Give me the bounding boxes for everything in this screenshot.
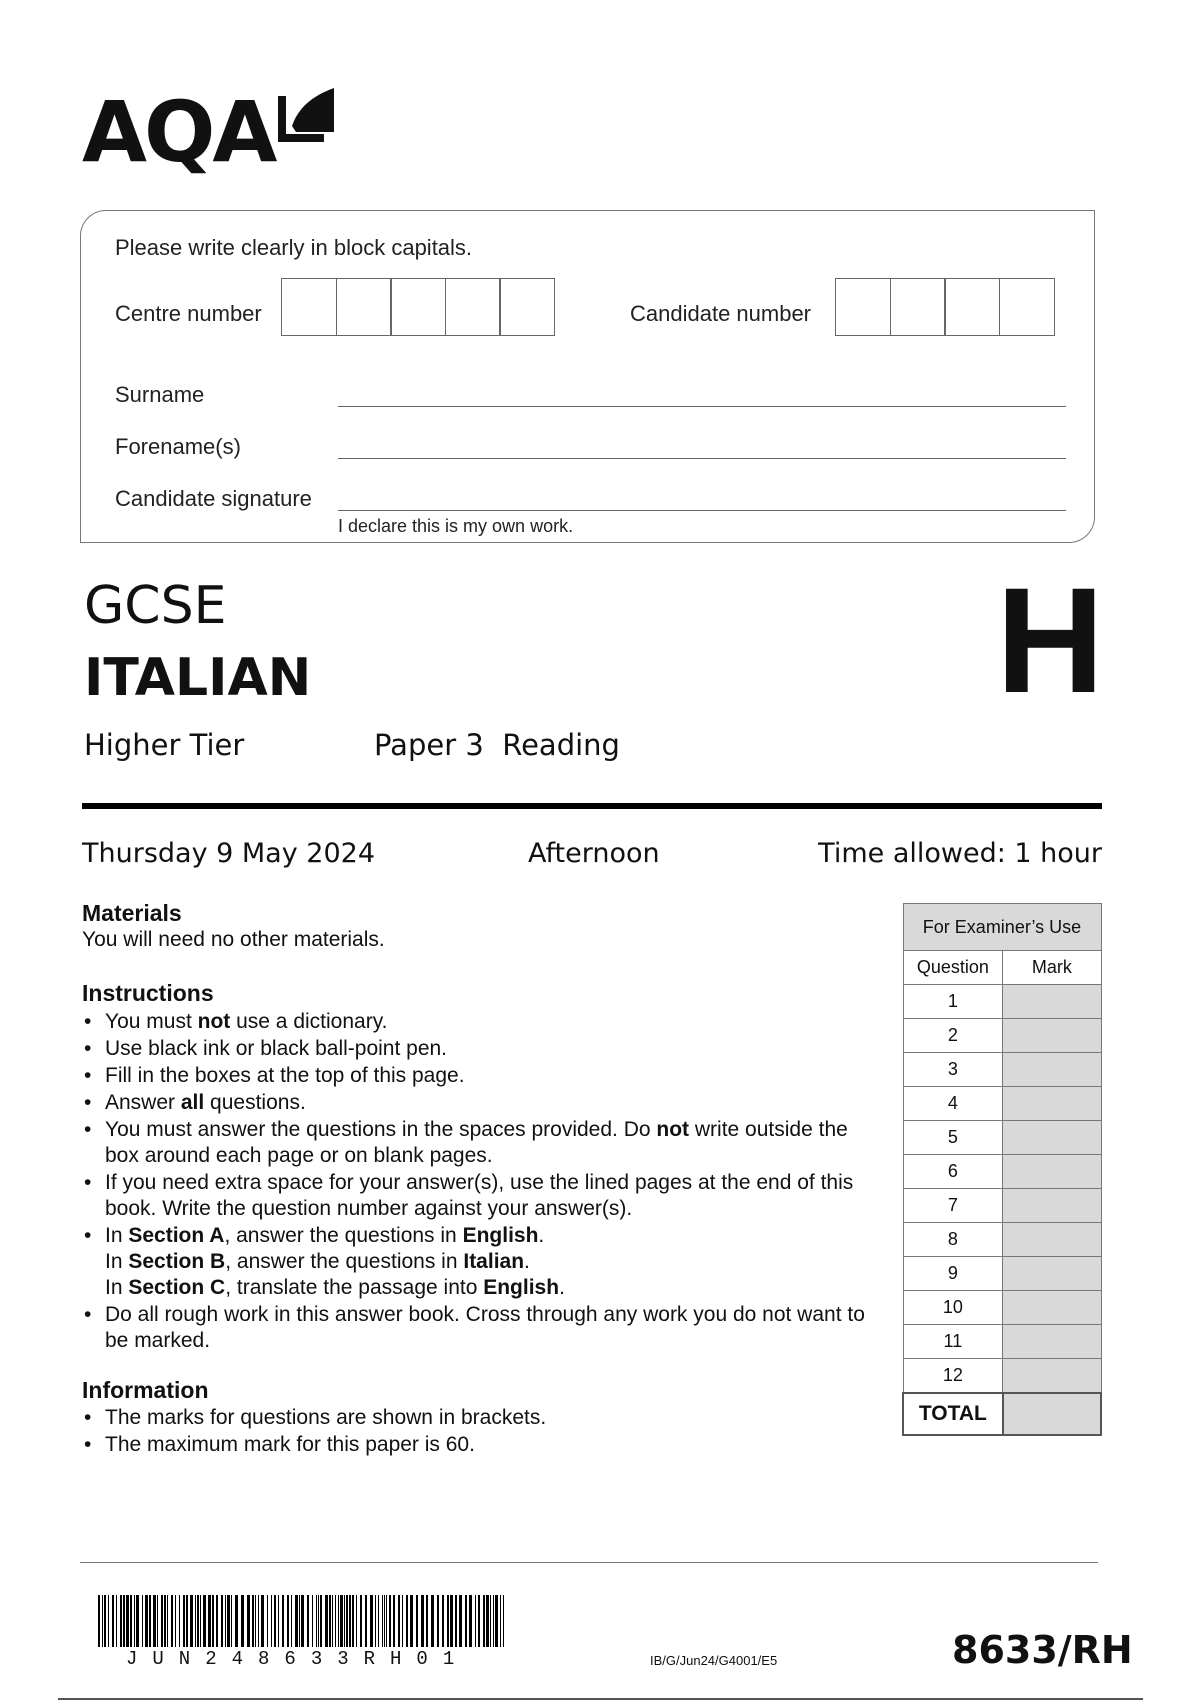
barcode-bar xyxy=(421,1595,424,1647)
barcode-bar xyxy=(375,1595,376,1647)
barcode-bar xyxy=(356,1595,357,1647)
examiner-table-row xyxy=(903,1053,1101,1087)
examiner-table-row xyxy=(903,1019,1101,1053)
barcode-bar xyxy=(116,1595,117,1647)
mark-cell[interactable] xyxy=(1003,1155,1101,1189)
examiner-table-row xyxy=(903,1087,1101,1121)
question-number: 8 xyxy=(903,1223,1003,1257)
centre-number-digit-box[interactable] xyxy=(499,278,555,336)
total-label: TOTAL xyxy=(903,1393,1003,1435)
form-instruction: Please write clearly in block capitals. xyxy=(115,235,473,260)
barcode-bar xyxy=(352,1595,354,1647)
instruction-item: • Do all rough work in this answer book. Cross through any work you do not want to be marked. xyxy=(82,1302,872,1354)
barcode-bar xyxy=(360,1595,362,1647)
logo-text: AQA xyxy=(82,83,275,181)
mark-cell[interactable] xyxy=(1003,1359,1101,1394)
barcode-bar xyxy=(274,1595,276,1647)
barcode-bar xyxy=(142,1595,143,1647)
barcode-bar xyxy=(200,1595,201,1647)
barcode-bar xyxy=(161,1595,163,1647)
barcode-bar xyxy=(149,1595,151,1647)
instruction-emphasis: Section B xyxy=(128,1250,226,1273)
barcode-bar xyxy=(384,1595,385,1647)
centre-number-digit-box[interactable] xyxy=(336,278,392,336)
instruction-item: • If you need extra space for your answer(s), use the lined pages at the end of this book. Write the question number against your answer(s). xyxy=(82,1170,872,1222)
aqa-logo-mark-icon xyxy=(278,86,336,144)
barcode-bar xyxy=(247,1595,250,1647)
instruction-item: • Fill in the boxes at the top of this page. xyxy=(82,1063,872,1089)
barcode-bar xyxy=(231,1595,232,1647)
barcode-bar xyxy=(393,1595,395,1647)
barcode-bar xyxy=(104,1595,106,1647)
barcode-bar xyxy=(195,1595,196,1647)
barcode-bar xyxy=(450,1595,453,1647)
barcode-bar xyxy=(287,1595,289,1647)
barcode-bar xyxy=(164,1595,166,1647)
candidate-number-boxes[interactable] xyxy=(835,278,1053,336)
barcode-bar xyxy=(278,1595,279,1647)
barcode-bar xyxy=(316,1595,317,1647)
barcode-bar xyxy=(145,1595,148,1647)
instruction-item: • You must answer the questions in the spaces provided. Do not write outside the box around each page or on blank pages. xyxy=(82,1117,872,1169)
examiner-table-row xyxy=(903,1291,1101,1325)
qualification-title: GCSE xyxy=(84,576,227,636)
barcode-bar xyxy=(340,1595,343,1647)
surname-field[interactable] xyxy=(338,406,1066,407)
instruction-emphasis: not xyxy=(197,1010,231,1033)
centre-number-digit-box[interactable] xyxy=(281,278,337,336)
barcode-bar xyxy=(325,1595,328,1647)
barcode-bar xyxy=(252,1595,254,1647)
signature-field[interactable] xyxy=(338,510,1066,511)
barcode-bar xyxy=(271,1595,272,1647)
mark-cell[interactable] xyxy=(1003,1053,1101,1087)
mark-cell[interactable] xyxy=(1003,1121,1101,1155)
barcode-bar xyxy=(318,1595,319,1647)
mark-column-header: Mark xyxy=(1003,951,1101,985)
barcode-bar xyxy=(190,1595,193,1647)
barcode-bar xyxy=(123,1595,125,1647)
question-number: 2 xyxy=(903,1019,1003,1053)
barcode-bar xyxy=(493,1595,494,1647)
materials-heading: Materials xyxy=(82,900,182,926)
centre-number-digit-box[interactable] xyxy=(390,278,446,336)
tier-letter: H xyxy=(996,556,1105,724)
instruction-emphasis: Italian xyxy=(463,1250,525,1273)
instruction-emphasis: Section A xyxy=(128,1224,225,1247)
barcode-bar xyxy=(203,1595,206,1647)
barcode-bar xyxy=(157,1595,158,1647)
question-column-header: Question xyxy=(903,951,1003,985)
barcode-bar xyxy=(365,1595,367,1647)
barcode-text: JUN248633RH01 xyxy=(126,1648,470,1670)
subject-title: ITALIAN xyxy=(84,648,312,708)
barcode-bar xyxy=(108,1595,109,1647)
barcode-bar xyxy=(258,1595,259,1647)
barcode-bar xyxy=(503,1595,504,1647)
barcode-bar xyxy=(126,1595,129,1647)
barcode-bar xyxy=(179,1595,180,1647)
barcode-bar xyxy=(495,1595,498,1647)
mark-cell[interactable] xyxy=(1003,1291,1101,1325)
centre-number-label: Centre number xyxy=(115,301,262,326)
examiners-use-title: For Examiner’s Use xyxy=(903,904,1101,951)
barcode-bar xyxy=(344,1595,345,1647)
instruction-emphasis: English xyxy=(483,1276,560,1299)
barcode-bar xyxy=(225,1595,226,1647)
information-heading: Information xyxy=(82,1377,209,1403)
mark-cell[interactable] xyxy=(1003,1223,1101,1257)
candidate-number-digit-box[interactable] xyxy=(835,278,891,336)
barcode-bar xyxy=(378,1595,379,1647)
surname-label: Surname xyxy=(115,382,205,407)
barcode-bar xyxy=(112,1595,114,1647)
barcode-bar xyxy=(183,1595,185,1647)
barcode-bar xyxy=(406,1595,408,1647)
barcode-bar xyxy=(469,1595,472,1647)
aqa-logo xyxy=(82,83,336,181)
barcode-bar xyxy=(241,1595,244,1647)
instruction-emphasis: all xyxy=(180,1091,205,1114)
barcode-bar xyxy=(282,1595,284,1647)
instruction-emphasis: not xyxy=(656,1118,690,1141)
barcode-bar xyxy=(186,1595,188,1647)
barcode-bar xyxy=(320,1595,322,1647)
barcode-bar xyxy=(416,1595,418,1647)
question-number: 3 xyxy=(903,1053,1003,1087)
examiner-total-row xyxy=(903,1393,1101,1435)
barcode-bar xyxy=(459,1595,462,1647)
information-item: • The maximum mark for this paper is 60. xyxy=(82,1432,872,1458)
barcode-bar xyxy=(208,1595,211,1647)
question-number: 1 xyxy=(903,985,1003,1019)
total-mark-cell[interactable] xyxy=(1003,1393,1101,1435)
barcode-bar xyxy=(261,1595,264,1647)
mark-cell[interactable] xyxy=(1003,1087,1101,1121)
document-reference: IB/G/Jun24/G4001/E5 xyxy=(650,1653,778,1668)
footer-rule-top xyxy=(80,1562,1098,1563)
centre-number-boxes[interactable] xyxy=(281,278,554,336)
barcode-bar xyxy=(338,1595,339,1647)
barcode-bar xyxy=(349,1595,351,1647)
instructions-heading: Instructions xyxy=(82,980,214,1006)
question-number: 4 xyxy=(903,1087,1003,1121)
question-number: 9 xyxy=(903,1257,1003,1291)
mark-cell[interactable] xyxy=(1003,1189,1101,1223)
mark-cell[interactable] xyxy=(1003,1257,1101,1291)
barcode-bar xyxy=(134,1595,135,1647)
information-list xyxy=(82,1405,872,1459)
candidate-number-digit-box[interactable] xyxy=(890,278,946,336)
instruction-item: • Use black ink or black ball-point pen. xyxy=(82,1036,872,1062)
barcode-bar xyxy=(120,1595,122,1647)
barcode-bar xyxy=(235,1595,238,1647)
barcode-bar xyxy=(382,1595,383,1647)
question-number: 7 xyxy=(903,1189,1003,1223)
barcode-bar xyxy=(346,1595,348,1647)
mark-cell[interactable] xyxy=(1003,1019,1101,1053)
question-number: 5 xyxy=(903,1121,1003,1155)
mark-cell[interactable] xyxy=(1003,1325,1101,1359)
examiner-table-row xyxy=(903,1325,1101,1359)
paper-label: Paper 3 Reading xyxy=(374,728,620,762)
instruction-item: • You must not use a dictionary. xyxy=(82,1009,872,1035)
barcode-bar xyxy=(171,1595,173,1647)
barcode-bar xyxy=(295,1595,298,1647)
barcode-bar xyxy=(389,1595,391,1647)
barcode-bar xyxy=(475,1595,476,1647)
barcode-bar xyxy=(167,1595,168,1647)
information-item: • The marks for questions are shown in brackets. xyxy=(82,1405,872,1431)
materials-text: You will need no other materials. xyxy=(82,928,385,951)
exam-date: Thursday 9 May 2024 xyxy=(82,838,376,869)
barcode-bar xyxy=(402,1595,403,1647)
barcode-bar xyxy=(221,1595,223,1647)
instructions-list xyxy=(82,1009,872,1355)
barcode-bar xyxy=(442,1595,444,1647)
barcode xyxy=(98,1595,508,1647)
barcode-bar xyxy=(212,1595,214,1647)
examiner-table-row xyxy=(903,1155,1101,1189)
barcode-bar xyxy=(153,1595,156,1647)
time-allowed: Time allowed: 1 hour xyxy=(818,838,1102,869)
examiner-table-row xyxy=(903,1257,1101,1291)
barcode-bar xyxy=(490,1595,491,1647)
barcode-bar xyxy=(483,1595,485,1647)
barcode-bar xyxy=(299,1595,300,1647)
tier-label: Higher Tier xyxy=(84,728,245,762)
candidate-number-digit-box[interactable] xyxy=(999,278,1055,336)
examiner-table-row xyxy=(903,1189,1101,1223)
exam-session: Afternoon xyxy=(528,838,660,869)
barcode-bar xyxy=(426,1595,428,1647)
barcode-bar xyxy=(98,1595,100,1647)
barcode-bar xyxy=(478,1595,480,1647)
barcode-bar xyxy=(291,1595,292,1647)
barcode-bar xyxy=(267,1595,268,1647)
question-number: 6 xyxy=(903,1155,1003,1189)
candidate-number-label: Candidate number xyxy=(630,301,812,326)
instruction-item: • Answer all questions. xyxy=(82,1090,872,1116)
paper-code: 8633/RH xyxy=(952,1628,1133,1672)
barcode-bar xyxy=(447,1595,449,1647)
barcode-bar xyxy=(370,1595,373,1647)
candidate-number-digit-box[interactable] xyxy=(944,278,1000,336)
instruction-item: • In Section A, answer the questions in English. In Section B, answer the questions in Italian. In Section C, translate the passage into English. xyxy=(82,1223,872,1301)
barcode-bar xyxy=(130,1595,132,1647)
barcode-bar xyxy=(455,1595,457,1647)
barcode-bar xyxy=(431,1595,434,1647)
question-number: 11 xyxy=(903,1325,1003,1359)
barcode-bar xyxy=(335,1595,336,1647)
barcode-bar xyxy=(102,1595,103,1647)
centre-number-digit-box[interactable] xyxy=(445,278,501,336)
barcode-bar xyxy=(329,1595,331,1647)
title-divider xyxy=(82,803,1102,809)
barcode-bar xyxy=(332,1595,333,1647)
examiner-table-row xyxy=(903,1359,1101,1394)
forenames-label: Forename(s) xyxy=(115,434,241,459)
examiner-table-row xyxy=(903,1223,1101,1257)
barcode-bar xyxy=(465,1595,467,1647)
barcode-bar xyxy=(197,1595,199,1647)
instruction-emphasis: Section C xyxy=(128,1276,226,1299)
barcode-bar xyxy=(301,1595,304,1647)
examiner-table-row xyxy=(903,985,1101,1019)
barcode-bar xyxy=(175,1595,176,1647)
barcode-bar xyxy=(312,1595,313,1647)
question-number: 10 xyxy=(903,1291,1003,1325)
declaration-text: I declare this is my own work. xyxy=(338,516,574,536)
barcode-bar xyxy=(500,1595,501,1647)
barcode-bar xyxy=(255,1595,256,1647)
barcode-bar xyxy=(136,1595,139,1647)
barcode-bar xyxy=(410,1595,413,1647)
barcode-bar xyxy=(398,1595,400,1647)
question-number: 12 xyxy=(903,1359,1003,1394)
examiners-use-table xyxy=(902,903,1102,1436)
barcode-bar xyxy=(437,1595,439,1647)
signature-label: Candidate signature xyxy=(115,486,312,511)
barcode-bar xyxy=(216,1595,218,1647)
instruction-emphasis: English xyxy=(462,1224,539,1247)
mark-cell[interactable] xyxy=(1003,985,1101,1019)
barcode-bar xyxy=(227,1595,230,1647)
barcode-bar xyxy=(386,1595,387,1647)
examiner-table-row xyxy=(903,1121,1101,1155)
forenames-field[interactable] xyxy=(338,458,1066,459)
barcode-bar xyxy=(486,1595,489,1647)
barcode-bar xyxy=(307,1595,309,1647)
